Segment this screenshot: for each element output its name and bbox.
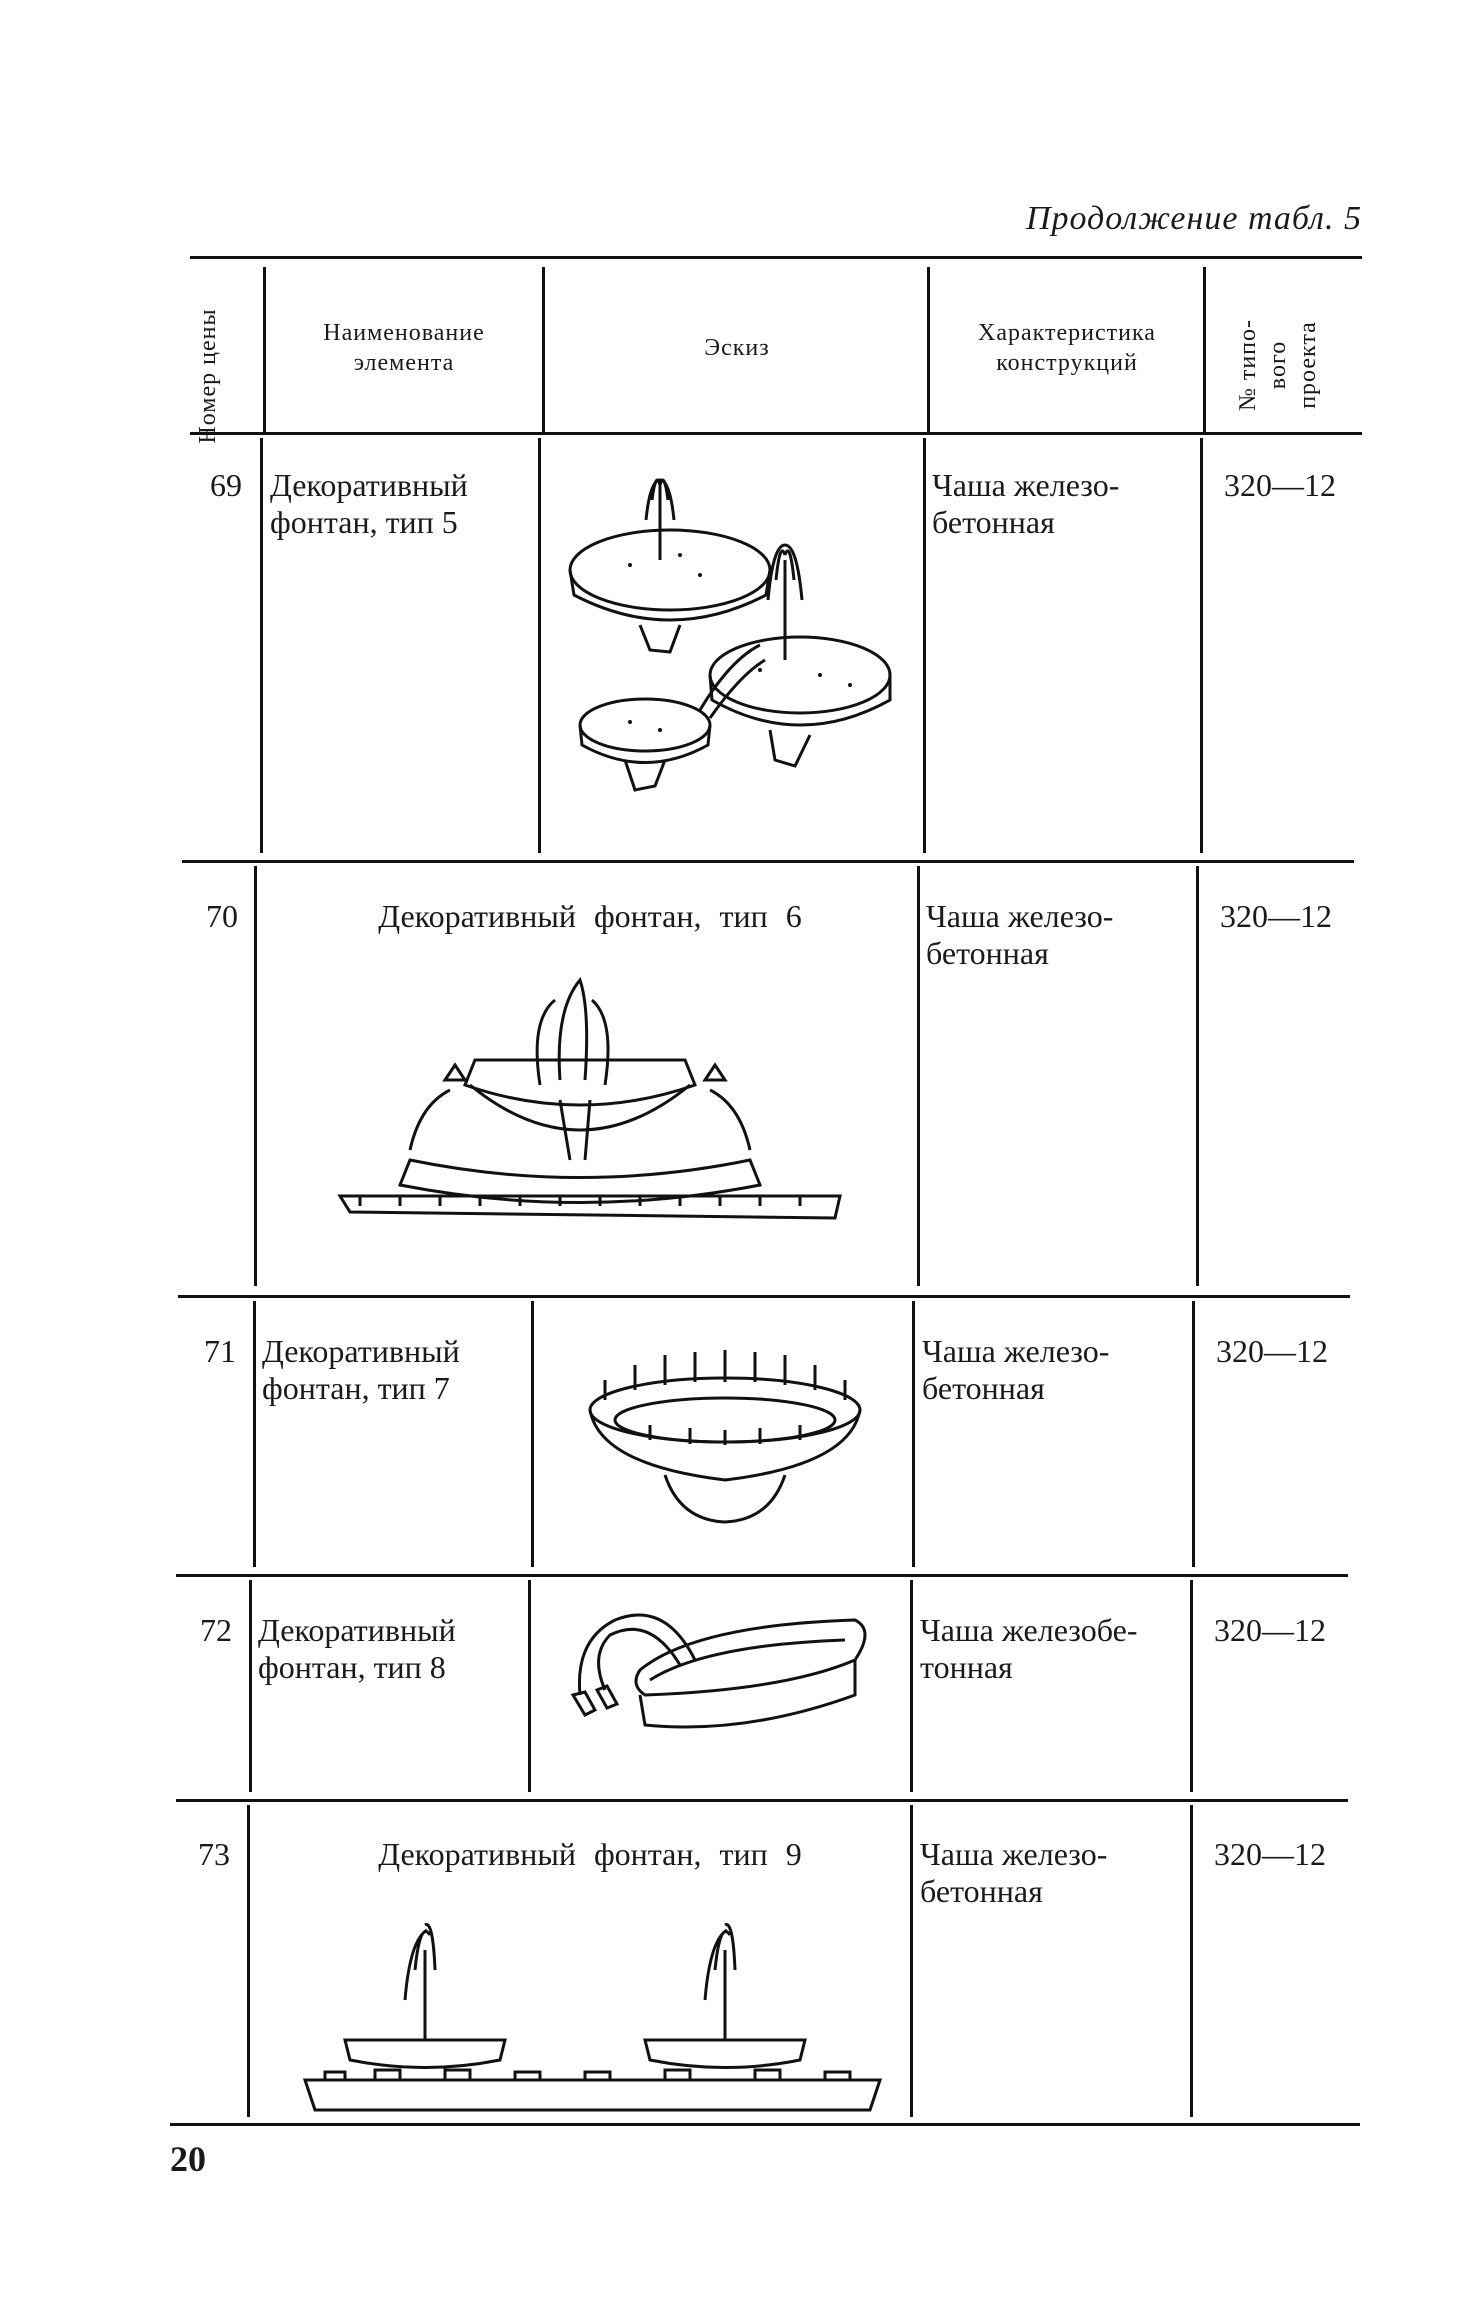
row-number: 73 bbox=[198, 1836, 230, 1872]
project-number: 320—12 bbox=[1224, 467, 1336, 503]
element-name: Декоративный фонтан, тип 7 bbox=[262, 1333, 460, 1406]
column-divider bbox=[1203, 267, 1206, 432]
column-divider bbox=[263, 267, 266, 432]
project-number: 320—12 bbox=[1214, 1612, 1326, 1648]
page-number: 20 bbox=[170, 2139, 206, 2179]
row-number: 71 bbox=[204, 1333, 236, 1369]
fountain-type-8-sketch bbox=[545, 1600, 875, 1760]
element-name: Декоративный фонтан, тип 8 bbox=[258, 1612, 456, 1685]
column-divider bbox=[927, 267, 930, 432]
fountain-type-9-sketch bbox=[305, 1900, 880, 2115]
project-number: 320—12 bbox=[1220, 898, 1332, 934]
project-number: 320—12 bbox=[1216, 1333, 1328, 1369]
row-divider bbox=[176, 1574, 1348, 1577]
row-number: 72 bbox=[200, 1612, 232, 1648]
project-number: 320—12 bbox=[1214, 1836, 1326, 1872]
column-divider bbox=[542, 267, 545, 432]
element-name: Декоративный фонтан, тип 9 bbox=[378, 1836, 802, 1872]
column-divider bbox=[912, 1301, 915, 1567]
header-project-number: № типо- вого проекта bbox=[1235, 318, 1321, 412]
construction-text: Чаша железо- бетонная bbox=[926, 898, 1114, 971]
header-price-number: Номер цены bbox=[195, 308, 221, 444]
row-divider bbox=[178, 1295, 1350, 1298]
header-element-name: Наименование элемента bbox=[323, 320, 485, 376]
row-number: 70 bbox=[206, 898, 238, 934]
column-divider bbox=[531, 1301, 534, 1567]
column-divider bbox=[923, 438, 926, 853]
column-divider bbox=[260, 438, 263, 853]
header-bottom-rule bbox=[190, 432, 1362, 435]
column-divider bbox=[253, 1301, 256, 1567]
construction-text: Чаша железо- бетонная bbox=[920, 1836, 1108, 1909]
element-name: Декоративный фонтан, тип 6 bbox=[378, 898, 802, 934]
column-divider bbox=[917, 866, 920, 1286]
fountain-type-5-sketch bbox=[560, 460, 900, 810]
column-divider bbox=[910, 1805, 913, 2117]
fountain-type-7-sketch bbox=[580, 1340, 870, 1530]
table-bottom-rule bbox=[170, 2123, 1360, 2126]
column-divider bbox=[254, 866, 257, 1286]
table-top-rule bbox=[190, 256, 1362, 259]
column-divider bbox=[247, 1805, 250, 2117]
column-divider bbox=[249, 1580, 252, 1792]
header-sketch: Эскиз bbox=[704, 335, 770, 361]
construction-text: Чаша железо- бетонная bbox=[932, 467, 1120, 540]
column-divider bbox=[538, 438, 541, 853]
header-construction: Характеристика конструкций bbox=[978, 320, 1156, 376]
construction-text: Чаша железобе- тонная bbox=[920, 1612, 1138, 1685]
column-divider bbox=[1192, 1301, 1195, 1567]
element-name: Декоративный фонтан, тип 5 bbox=[270, 467, 468, 540]
fountain-type-6-sketch bbox=[340, 960, 840, 1230]
construction-text: Чаша железо- бетонная bbox=[922, 1333, 1110, 1406]
column-divider bbox=[528, 1580, 531, 1792]
column-divider bbox=[1196, 866, 1199, 1286]
table-caption: Продолжение табл. 5 bbox=[1025, 200, 1362, 237]
column-divider bbox=[1200, 438, 1203, 853]
row-divider bbox=[176, 1799, 1348, 1802]
column-divider bbox=[1190, 1805, 1193, 2117]
row-divider bbox=[182, 860, 1354, 863]
row-number: 69 bbox=[210, 467, 242, 503]
column-divider bbox=[910, 1580, 913, 1792]
column-divider bbox=[1190, 1580, 1193, 1792]
